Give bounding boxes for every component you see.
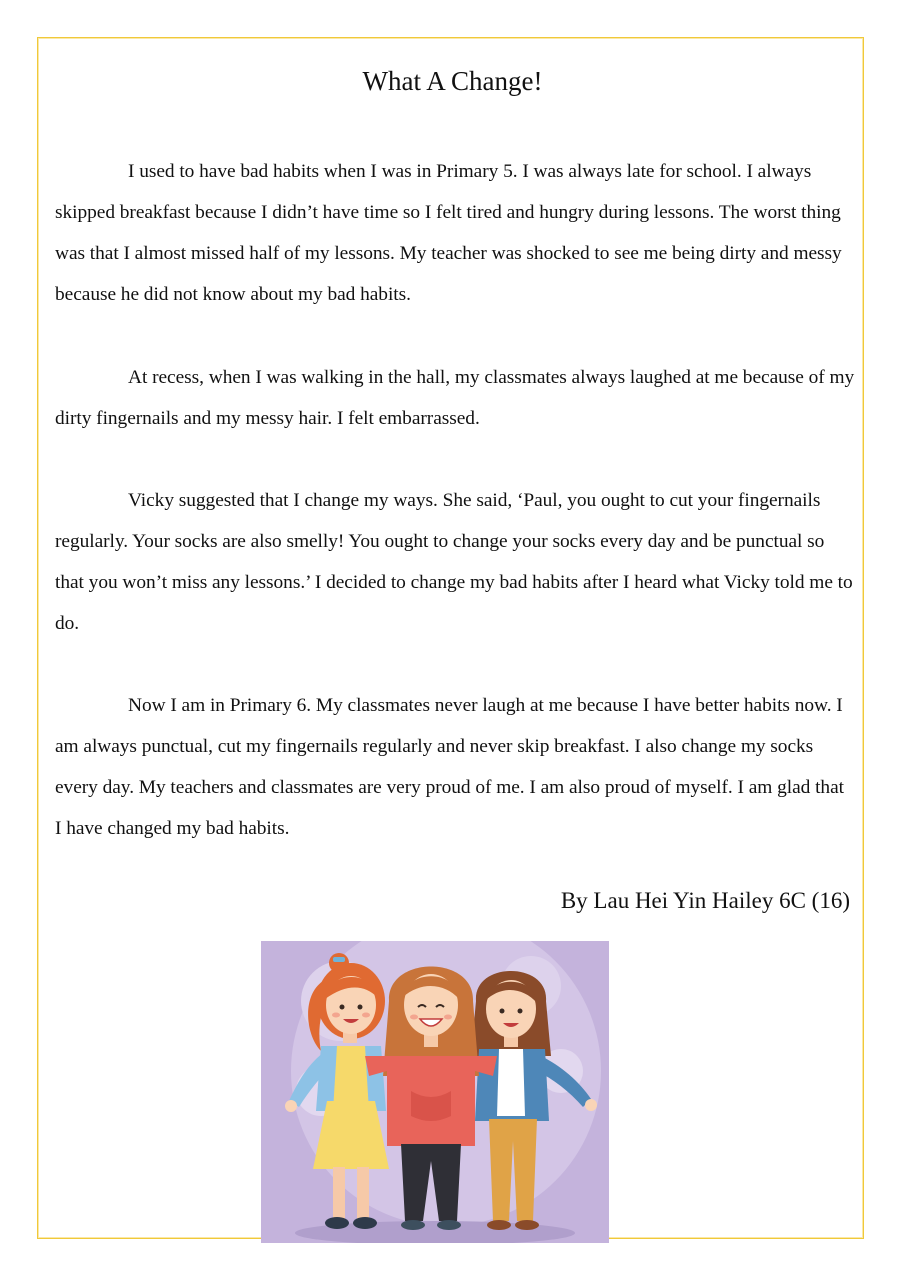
paragraph-3: Vicky suggested that I change my ways. She said, ‘Paul, you ought to cut your fingernails regularly. Your socks are also smelly! You ought to change your socks every day and be punctual so that you won’t miss any lessons.’ I decided to change my bad habits after I heard what Vicky told me to do. [55,490,853,634]
paragraph-2: At recess, when I was walking in the hall, my classmates always laughed at me because of my dirty fingernails and my messy hair. I felt embarrassed. [55,367,855,429]
three-friends-illustration [261,941,609,1243]
author-byline: By Lau Hei Yin Hailey 6C (16) [560,888,850,913]
paragraph-4: Now I am in Primary 6. My classmates never laugh at me because I have better habits now. I am always punctual, cut my fingernails regularly and never skip breakfast. I also change my socks every day. My teachers and classmates are very proud of me. I am also proud of myself. I am glad that I have changed my bad habits. [55,695,844,839]
paragraph-1: I used to have bad habits when I was in Primary 5. I was always late for school. I always skipped breakfast because I didn’t have time so I felt tired and hungry during lessons. The worst thing was that I almost missed half of my lessons. My teacher was shocked to see me being dirty and messy because he did not know about my bad habits. [55,161,842,305]
page-title: What A Change! [362,66,543,96]
